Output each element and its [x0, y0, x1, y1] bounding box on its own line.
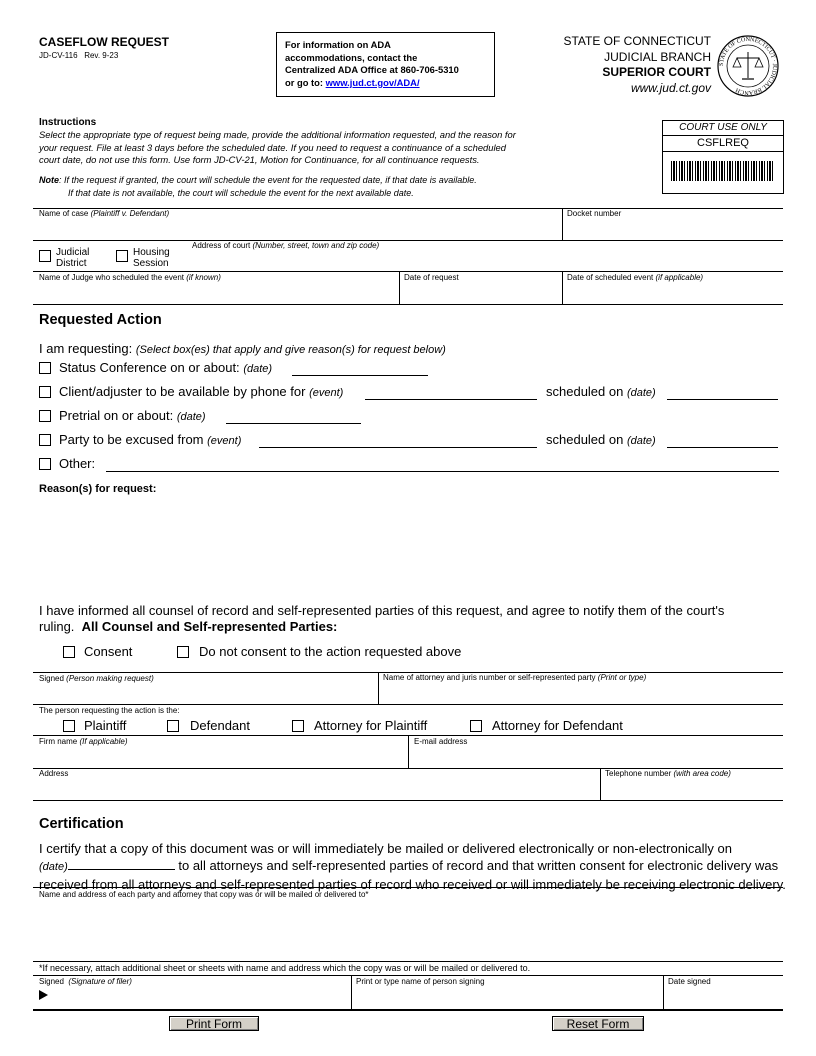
telephone-field[interactable]	[602, 780, 782, 799]
firm-name-label: Firm name (If applicable)	[39, 737, 128, 746]
party-excused-date-field[interactable]	[667, 447, 778, 448]
defendant-checkbox[interactable]	[167, 720, 179, 732]
requesting-intro: I am requesting: (Select box(es) that apply and give reason(s) for request below)	[39, 341, 446, 356]
name-of-case-label: Name of case (Plaintiff v. Defendant)	[39, 209, 170, 218]
counsel-statement	[39, 603, 724, 635]
pretrial-date-field[interactable]	[226, 423, 361, 424]
date-of-request-label: Date of request	[404, 273, 459, 282]
certification-line-3: received from all attorneys and self-represented parties of record who received or will immediately be receiving electronic delivery.	[39, 877, 786, 892]
consent-checkbox[interactable]	[63, 646, 75, 658]
attorney-plaintiff-label: Attorney for Plaintiff	[314, 718, 428, 733]
note-line-1-text: : If the request if granted, the court will schedule the event for the requested date, if that date is available.	[59, 175, 477, 185]
certification-text	[39, 840, 784, 893]
docket-number-label: Docket number	[567, 209, 622, 218]
signature-field[interactable]	[34, 684, 376, 703]
certification-line-2: (date) to all attorneys and self-represented parties of record and that written consent for electronic delivery was	[39, 858, 779, 873]
defendant-label: Defendant	[190, 718, 250, 733]
other-label: Other:	[59, 456, 96, 471]
instructions-heading: Instructions	[39, 117, 97, 128]
other-checkbox[interactable]	[39, 458, 51, 470]
counsel-line-1: I have informed all counsel of record and self-represented parties of this request, and agree to notify them of the court's	[39, 603, 725, 618]
court-header	[563, 34, 711, 96]
attorney-name-field[interactable]	[380, 684, 782, 703]
telephone-label: Telephone number (with area code)	[605, 769, 731, 778]
client-phone-event-field[interactable]	[365, 399, 537, 400]
court-use-title: COURT USE ONLY	[663, 121, 783, 136]
instructions-line-1: Select the appropriate type of request being made, provide the additional information requested, and the reason for	[39, 129, 516, 140]
barcode	[671, 161, 775, 181]
reset-form-button[interactable]: Reset Form	[552, 1016, 644, 1031]
plaintiff-checkbox[interactable]	[63, 720, 75, 732]
seal-text: STATE OF CONNECTICUT · JUDICIAL BRANCH	[718, 36, 778, 96]
ada-line-2: accommodations, contact the	[285, 51, 418, 63]
certification-line-1: I certify that a copy of this document was or will immediately be mailed or delivered electronically or non-electronically on	[39, 841, 732, 856]
note-text	[39, 174, 477, 199]
instructions-text	[39, 129, 619, 167]
reasons-field[interactable]	[39, 498, 779, 598]
party-excused-event-field[interactable]	[259, 447, 537, 448]
attorney-defendant-label: Attorney for Defendant	[492, 718, 623, 733]
names-addresses-label: Name and address of each party and attorney that copy was or will be mailed or delivered to*	[39, 890, 369, 899]
judicial-seal-logo	[716, 34, 780, 98]
print-name-label: Print or type name of person signing	[356, 977, 485, 986]
party-excused-checkbox[interactable]	[39, 434, 51, 446]
branch-name: JUDICIAL BRANCH	[604, 49, 711, 64]
address-field[interactable]	[34, 780, 598, 799]
pretrial-checkbox[interactable]	[39, 410, 51, 422]
plaintiff-label: Plaintiff	[84, 718, 127, 733]
signature-arrow-icon	[39, 990, 48, 1000]
form-number-code: JD-CV-116	[39, 51, 78, 60]
form-revision: Rev. 9-23	[84, 51, 119, 60]
address-label: Address	[39, 769, 69, 778]
address-of-court-field[interactable]	[192, 252, 782, 270]
ada-line-1: For information on ADA	[285, 39, 391, 50]
attorney-plaintiff-checkbox[interactable]	[292, 720, 304, 732]
date-signed-label: Date signed	[668, 977, 711, 986]
note-line-1	[39, 174, 477, 187]
filer-signature-field[interactable]	[52, 988, 349, 1008]
client-phone-date-field[interactable]	[667, 399, 778, 400]
party-excused-scheduled-label: scheduled on (date)	[546, 432, 656, 447]
housing-session-checkbox[interactable]	[116, 250, 128, 262]
footnote-text: *If necessary, attach additional sheet or sheets with name and address which the copy was or will be mailed or delivered to.	[39, 963, 531, 973]
ada-line-3: Centralized ADA Office at 860-706-5310	[285, 64, 459, 75]
party-excused-label: Party to be excused from (event)	[59, 432, 242, 447]
pretrial-label: Pretrial on or about: (date)	[59, 408, 206, 423]
website: www.jud.ct.gov	[630, 80, 711, 95]
court-use-code: CSFLREQ	[663, 136, 783, 152]
signed-label: Signed (Person making request)	[39, 674, 154, 683]
reasons-label: Reason(s) for request:	[39, 483, 157, 495]
certification-heading: Certification	[39, 816, 124, 832]
print-name-field[interactable]	[353, 988, 661, 1008]
housing-session-label: Housing Session	[133, 247, 170, 269]
date-scheduled-field[interactable]	[564, 284, 782, 303]
person-is-label: The person requesting the action is the:	[39, 706, 180, 715]
names-addresses-field[interactable]	[34, 901, 782, 959]
judicial-district-checkbox[interactable]	[39, 250, 51, 262]
no-consent-label: Do not consent to the action requested above	[199, 644, 462, 659]
ada-go-to: or go to:	[285, 76, 324, 88]
client-phone-label: Client/adjuster to be available by phone for (event)	[59, 384, 344, 399]
date-scheduled-label: Date of scheduled event (if applicable)	[567, 273, 704, 282]
docket-number-field[interactable]	[564, 220, 782, 239]
form-title: CASEFLOW REQUEST	[39, 35, 170, 49]
status-conference-checkbox[interactable]	[39, 362, 51, 374]
ada-line-4	[285, 77, 494, 90]
status-conference-label: Status Conference on or about: (date)	[59, 360, 273, 375]
other-field[interactable]	[106, 471, 779, 472]
status-conference-date-field[interactable]	[292, 375, 428, 376]
judicial-district-label: Judicial District	[56, 247, 90, 269]
attorney-name-label: Name of attorney and juris number or self-represented party (Print or type)	[383, 673, 647, 682]
court-name: SUPERIOR COURT	[602, 65, 711, 79]
no-consent-checkbox[interactable]	[177, 646, 189, 658]
note-label: Note	[39, 175, 59, 185]
date-of-request-field[interactable]	[401, 284, 560, 303]
date-signed-field[interactable]	[665, 988, 782, 1008]
firm-name-field[interactable]	[34, 747, 406, 767]
state-name: STATE OF CONNECTICUT	[563, 34, 711, 48]
judge-name-label: Name of Judge who scheduled the event (if known)	[39, 273, 221, 282]
email-field[interactable]	[410, 747, 782, 767]
client-phone-checkbox[interactable]	[39, 386, 51, 398]
instructions-line-3: court date, do not use this form. Use form JD-CV-21, Motion for Continuance, for all continuance requests.	[39, 154, 480, 165]
judge-name-field[interactable]	[34, 284, 397, 303]
note-line-2: If that date is not available, the court will schedule the event for the next available date.	[68, 187, 414, 198]
attorney-defendant-checkbox[interactable]	[470, 720, 482, 732]
name-of-case-field[interactable]	[34, 220, 560, 239]
certification-date-field[interactable]	[68, 858, 175, 870]
filer-signed-label: Signed (Signature of filer)	[39, 977, 132, 986]
consent-label: Consent	[84, 644, 133, 659]
counsel-line-2: ruling. All Counsel and Self-represented Parties:	[39, 619, 338, 634]
instructions-line-2: your request. File at least 3 days before the scheduled date. If you need to request a continuance of a scheduled	[39, 141, 506, 153]
email-label: E-mail address	[414, 737, 468, 746]
print-form-button[interactable]: Print Form	[169, 1016, 259, 1031]
form-number	[39, 51, 118, 60]
address-of-court-label: Address of court (Number, street, town and zip code)	[192, 241, 380, 250]
ada-info-box	[276, 32, 495, 97]
requested-action-heading: Requested Action	[39, 312, 162, 328]
client-phone-scheduled-label: scheduled on (date)	[546, 384, 656, 399]
ada-link[interactable]: www.jud.ct.gov/ADA/	[325, 76, 420, 88]
court-use-box	[662, 120, 784, 194]
